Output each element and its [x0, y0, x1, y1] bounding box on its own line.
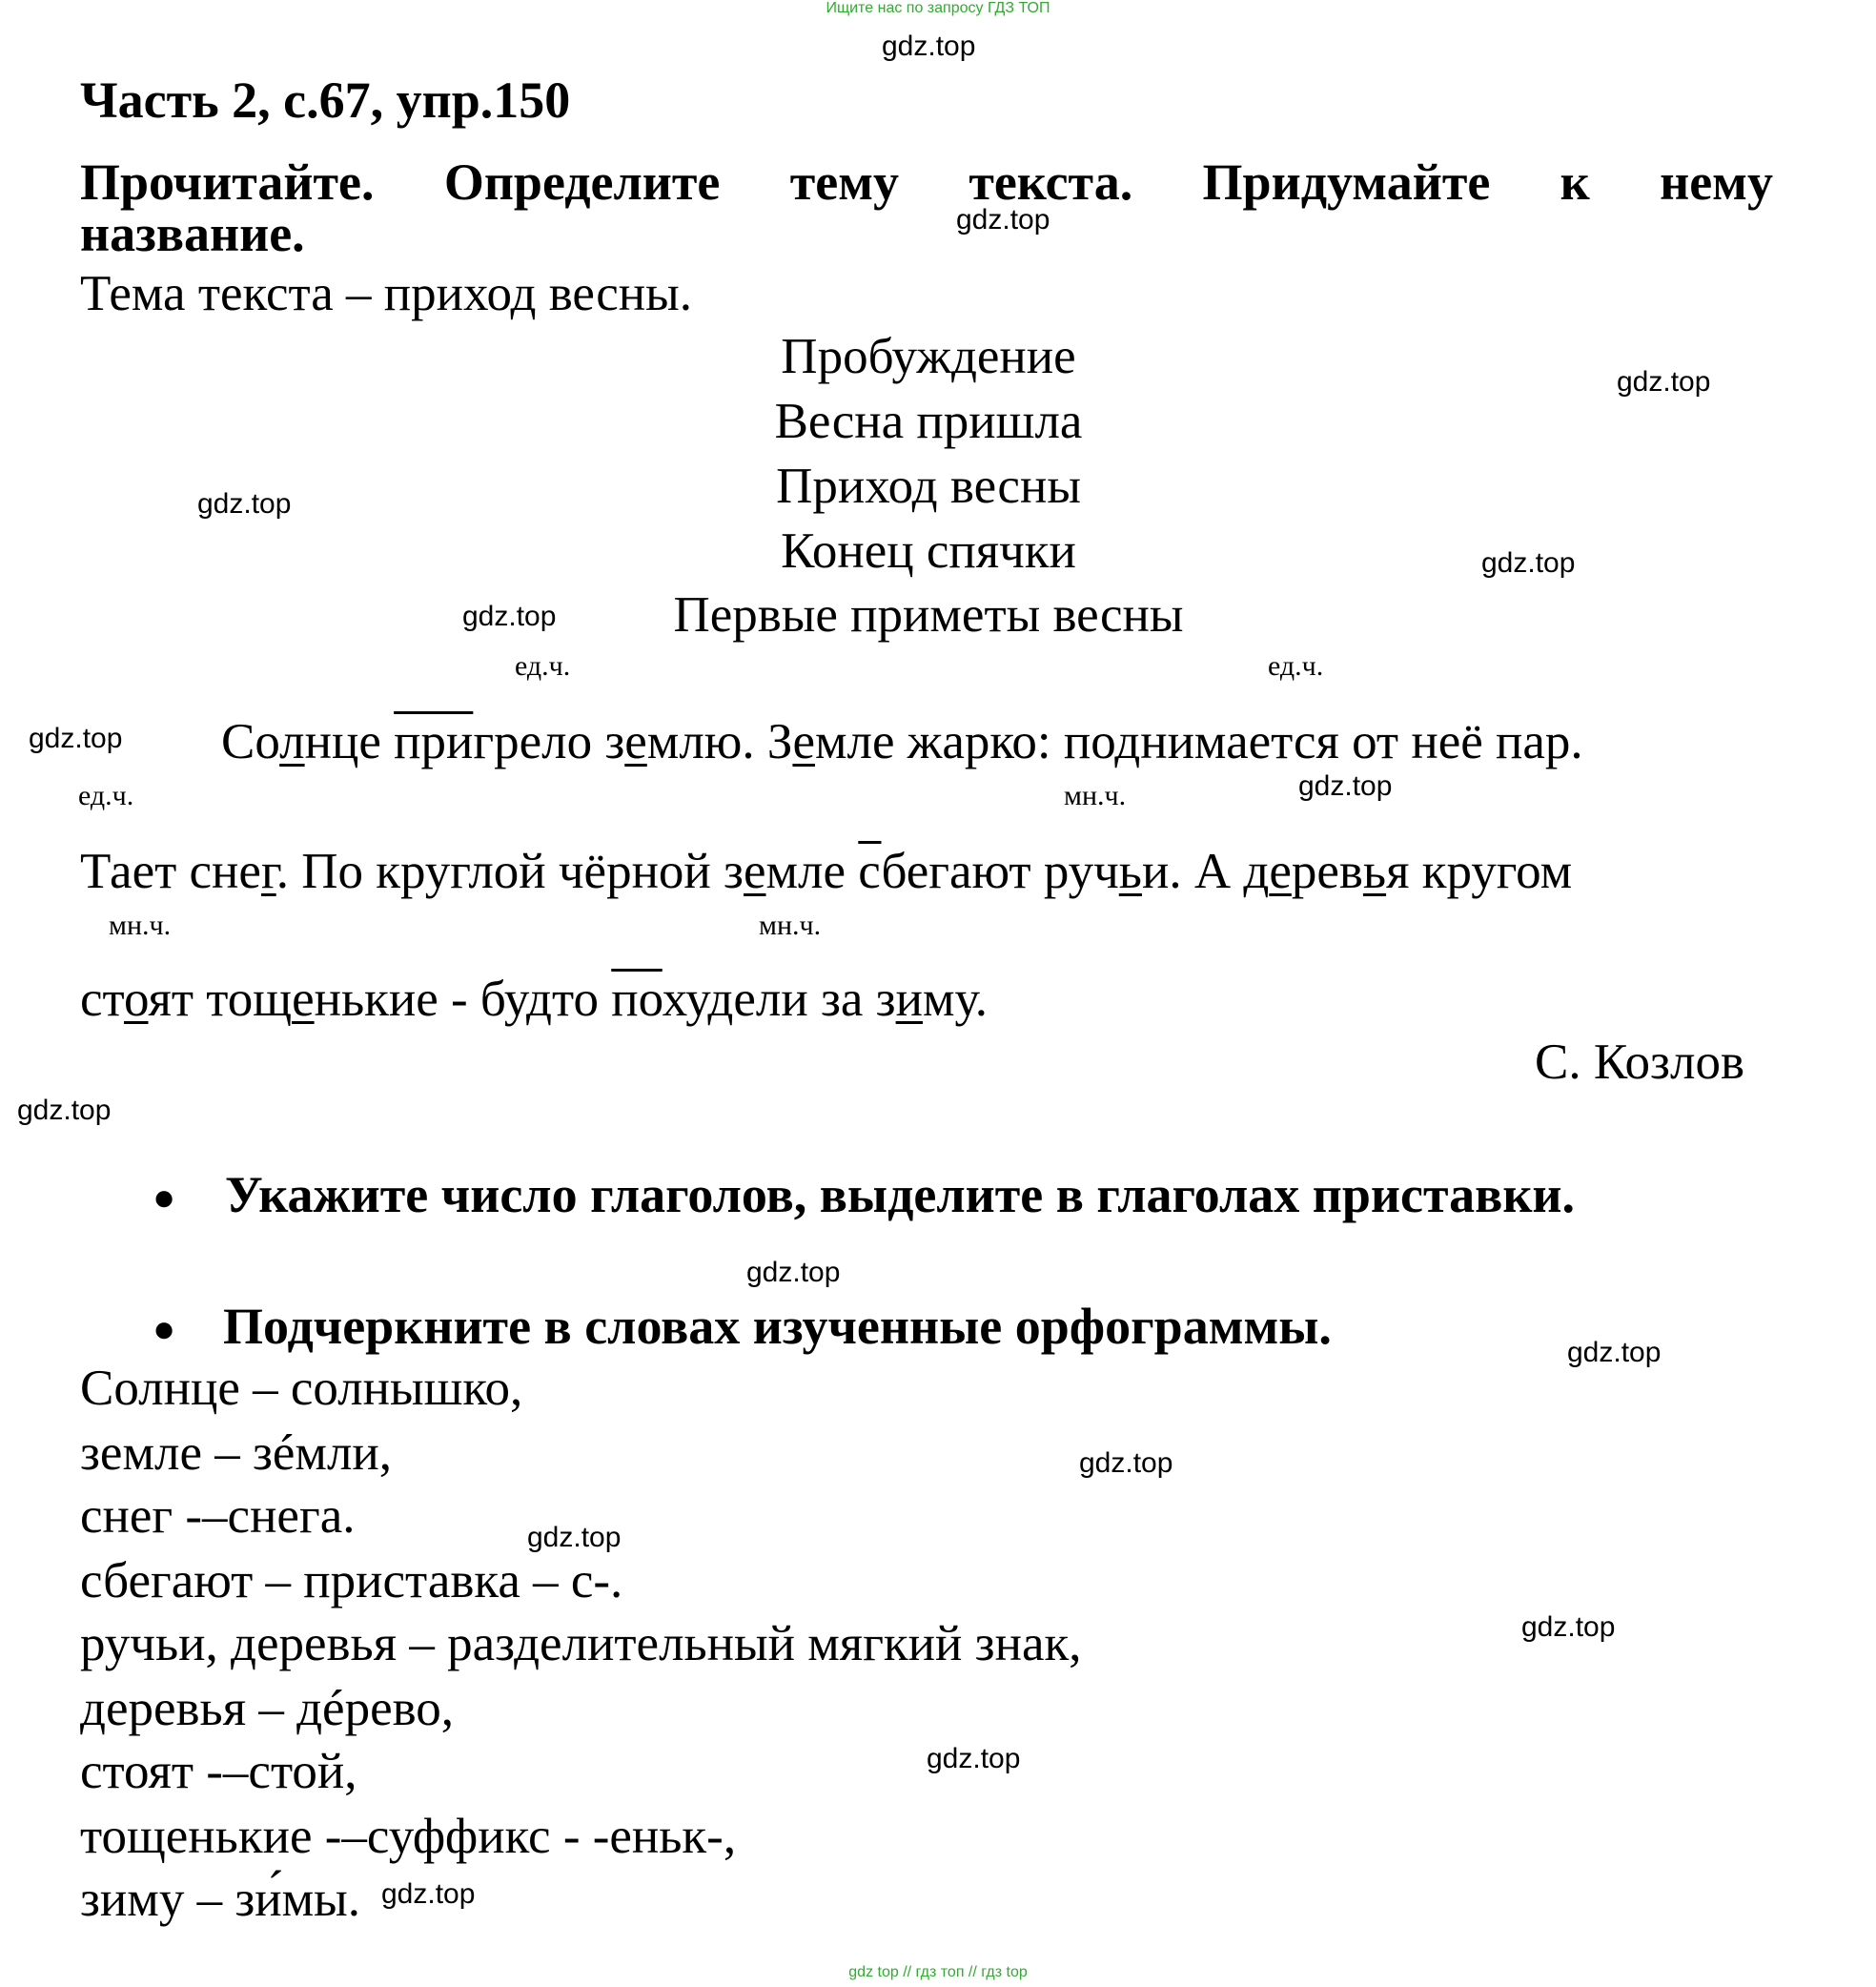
- task-word: к: [1560, 154, 1590, 211]
- search-hint: Ищите нас по запросу ГДЗ ТОП: [826, 0, 1050, 16]
- bullet-icon: ●: [153, 1307, 176, 1350]
- answer-line: тощенькие -–суффикс - -еньк-,: [80, 1809, 737, 1864]
- watermark: gdz.top: [381, 1878, 476, 1910]
- prefix-mark: при: [394, 714, 474, 769]
- answer-line: стоят -–стой,: [80, 1744, 357, 1799]
- watermark: gdz.top: [462, 601, 557, 632]
- watermark: gdz.top: [746, 1257, 841, 1288]
- text-theme: Тема текста – приход весны.: [80, 266, 693, 321]
- orthogram-mark: л: [279, 714, 305, 769]
- orthogram-mark: е: [743, 844, 766, 899]
- watermark: gdz.top: [1617, 366, 1711, 398]
- watermark: gdz.top: [197, 488, 292, 520]
- orthogram-mark: е: [292, 972, 315, 1027]
- task-word: Прочитайте.: [80, 154, 375, 211]
- orthogram-mark: ь: [1362, 844, 1387, 899]
- orthogram-mark: о: [124, 972, 149, 1027]
- prefix-mark: по: [611, 972, 663, 1027]
- task-item: Подчеркните в словах изученные орфограммы.: [223, 1298, 1332, 1355]
- orthogram-mark: е: [792, 714, 815, 769]
- task-instruction-end: название.: [80, 205, 305, 262]
- answer-line: снег -–снега.: [80, 1488, 356, 1544]
- number-label: ед.ч.: [515, 650, 571, 682]
- watermark: gdz.top: [882, 31, 976, 62]
- passage-line: стоят тощенькие - будто похудели за зиму.: [80, 972, 988, 1027]
- watermark: gdz.top: [956, 204, 1050, 236]
- title-option: Пробуждение: [781, 329, 1076, 384]
- watermark: gdz.top: [1298, 770, 1393, 802]
- passage-line: Тает снег. По круглой чёрной земле сбегают ручьи. А деревья кругом: [80, 844, 1573, 899]
- orthogram-mark: е: [1269, 844, 1292, 899]
- watermark: gdz.top: [927, 1743, 1021, 1774]
- orthogram-mark: е: [624, 714, 647, 769]
- prefix-mark: с: [858, 844, 882, 899]
- answer-line: деревья – дéрево,: [80, 1681, 455, 1736]
- title-option: Приход весны: [776, 459, 1081, 514]
- orthogram-mark: ь: [1118, 844, 1142, 899]
- title-option: Весна пришла: [774, 394, 1083, 449]
- number-label: мн.ч.: [759, 910, 822, 941]
- exercise-reference: Часть 2, с.67, упр.150: [80, 72, 571, 129]
- title-option: Конец спячки: [781, 523, 1076, 579]
- task-instruction: [80, 153, 1773, 212]
- task-word: Придумайте: [1202, 154, 1491, 211]
- task-item: Укажите число глаголов, выделите в глаголах приставки.: [225, 1166, 1576, 1223]
- number-label: мн.ч.: [1064, 780, 1127, 811]
- bullet-icon: ●: [153, 1176, 176, 1219]
- answer-line: земле – зéмли,: [80, 1425, 393, 1481]
- title-option: Первые приметы весны: [673, 587, 1184, 643]
- number-label: ед.ч.: [1268, 650, 1324, 682]
- watermark: gdz.top: [17, 1095, 112, 1126]
- task-word: тему: [789, 154, 899, 211]
- task-word: нему: [1660, 154, 1773, 211]
- watermark: gdz.top: [29, 723, 123, 754]
- answer-line: зиму – зи́мы.: [80, 1872, 361, 1927]
- watermark: gdz.top: [1567, 1337, 1662, 1368]
- number-label: ед.ч.: [78, 780, 134, 811]
- answer-line: Солнце – солнышко,: [80, 1361, 523, 1416]
- watermark: gdz.top: [1079, 1447, 1173, 1479]
- orthogram-mark: г: [260, 844, 276, 899]
- passage-author: С. Козлов: [1535, 1034, 1744, 1090]
- number-label: мн.ч.: [109, 910, 172, 941]
- answer-line: ручьи, деревья – разделительный мягкий знак,: [80, 1616, 1082, 1671]
- watermark: gdz.top: [1481, 547, 1576, 579]
- footer-text: gdz top // гдз топ // гдз top: [848, 1964, 1028, 1980]
- task-word: текста.: [969, 154, 1133, 211]
- watermark: gdz.top: [1521, 1611, 1616, 1643]
- answer-line: сбегают – приставка – с-.: [80, 1553, 623, 1608]
- watermark: gdz.top: [527, 1522, 622, 1553]
- passage-line: Солнце пригрело землю. Земле жарко: поднимается от неё пар.: [221, 714, 1583, 769]
- task-word: Определите: [443, 154, 721, 211]
- orthogram-mark: и: [895, 972, 923, 1027]
